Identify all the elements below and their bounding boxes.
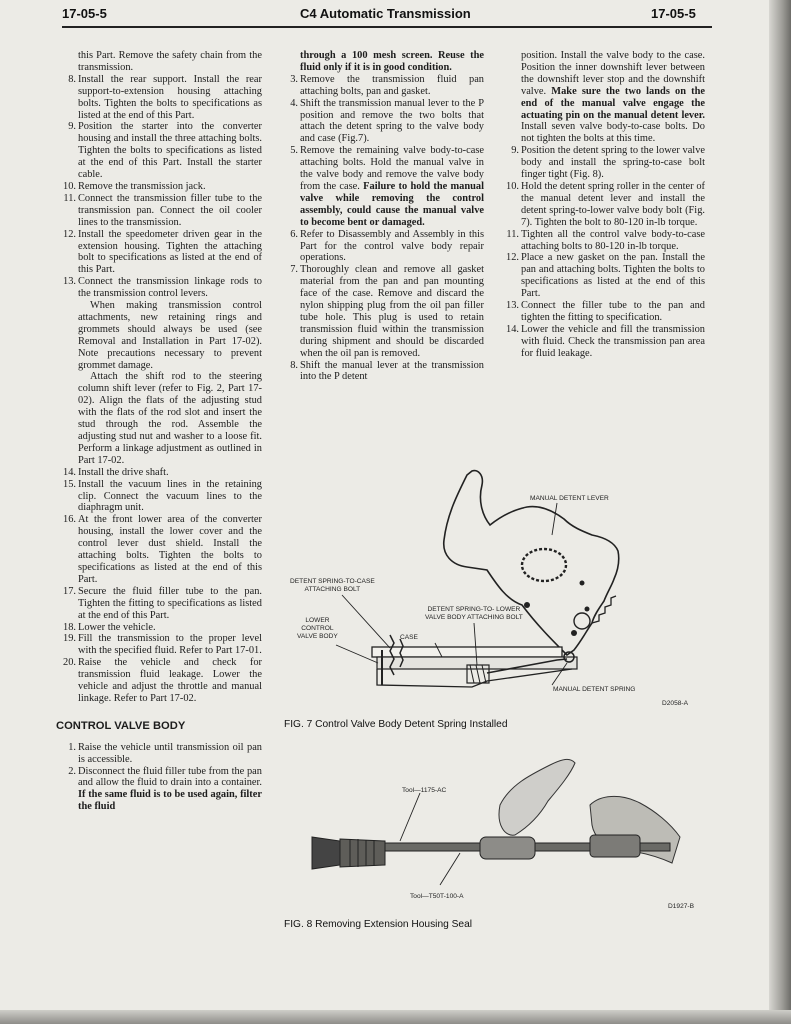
header-rule [62, 26, 712, 28]
list-item: 2. Disconnect the fluid filler tube from the pan and allow the fluid to drain into a container. If the same fluid is to be used again, filter the fluid [68, 765, 262, 813]
list-item: 8. Shift the manual lever at the transmission into the P detent [290, 359, 484, 383]
list-item: 13. Connect the filler tube to the pan and tighten the fitting to specification. [506, 300, 705, 323]
list-item: 9. Position the detent spring to the lower valve body and install the spring-to-case bolt finger tight (Fig. 8). [511, 145, 705, 181]
list-item: 9. Position the starter into the converter housing and install the three attaching bolts. Tighten the bolts to specifications as listed at the end of this Part. Install the starter cable. [68, 121, 262, 181]
label-case: CASE [400, 634, 418, 641]
lever-pin [524, 602, 530, 608]
page-number-left: 17-05-5 [62, 6, 107, 21]
list-item: 14. Lower the vehicle and fill the transmission with fluid. Check the transmission pan area for fluid leakage. [506, 323, 705, 359]
list-item: 8. Install the rear support. Install the rear support-to-extension housing attaching bolts. Tighten the bolts to specifications as listed at the end of this Part. [68, 73, 262, 121]
paragraph: this Part. Remove the safety chain from the transmission. [78, 50, 262, 73]
slide-hammer-handle [590, 835, 640, 857]
seal-remover-cone [312, 837, 340, 869]
figure-code: D1927-B [668, 903, 695, 910]
list-item: 20. Raise the vehicle and check for transmission fluid leakage. Lower the vehicle and adjust the throttle and manual linkage. Refer to Part 17-02. [63, 657, 262, 704]
page-bottom-edge [0, 1010, 791, 1024]
list-item: 14. Install the drive shaft. [63, 466, 169, 478]
paragraph: through a 100 mesh screen. Reuse the fluid only if it is in good condition. [300, 50, 484, 73]
leader-line [342, 595, 390, 648]
list-item: 16. At the front lower area of the converter housing, install the lower cover and the control lever dust shield. Install the attaching bolts. Tighten the bolts to specifications as listed at the end of this Part. [63, 514, 262, 585]
list-item: 15. Install the vacuum lines in the retaining clip. Connect the vacuum lines to the diaphragm unit. [63, 478, 262, 514]
list-item: 7. Thoroughly clean and remove all gasket material from the pan and pan mounting face of the case. Remove and discard the nylon shipping plug from the oil pan filler tube hole. This plug is used to retain transmission fluid within the transmission during shipment and should be discarded when the oil pan is removed. [290, 264, 484, 359]
list-item: 13. Connect the transmission linkage rods to the transmission control levers. [63, 276, 262, 300]
lever-rivet [580, 581, 585, 586]
leader-line [440, 853, 460, 885]
lever-rivet [571, 630, 577, 636]
column-2 [284, 50, 484, 383]
label-tool-1175-ac: Tool—1175-AC [402, 787, 447, 794]
list-item: 6. Refer to Disassembly and Assembly in this Part for the control valve body repair operations. [290, 228, 484, 264]
column-1 [56, 50, 262, 813]
paragraph: Attach the shift rod to the steering column shift lever (refer to Fig. 2, Part 17-02). Align the flats of the adjusting stud with the flats of the rod slot and insert the stud through the rod. Assemble the adjusting stud nut and washer to a loose fit. Perform a linkage adjustment as outlined in Part 17-02. [78, 371, 262, 466]
list-item: 3. Remove the transmission fluid pan attaching bolts, pan and gasket. [290, 73, 484, 97]
page-number-right: 17-05-5 [651, 6, 696, 21]
extension-housing-seal-illustration [300, 745, 700, 905]
list-item: 18. Lower the vehicle. [63, 621, 156, 633]
page-edge-shadow [769, 0, 791, 1024]
label-detent-spring-to-lower: DETENT SPRING-TO- LOWER VALVE BODY ATTACHING BOLT [425, 606, 523, 621]
list-item: 12. Place a new gasket on the pan. Install the pan and attaching bolts. Tighten the bolts to specifications as listed at the end of this Part. [506, 252, 705, 300]
label-tool-t50t-100-a: Tool—T50T-100-A [410, 893, 464, 900]
case-outline [377, 669, 572, 687]
leader-line [552, 503, 557, 535]
figure-7-caption: FIG. 7 Control Valve Body Detent Spring Installed [284, 719, 508, 730]
lever-shaft-hole [522, 549, 566, 581]
list-item: 12. Install the speedometer driven gear in the extension housing. Tighten the attaching bolt to specifications as listed at the end of this Part. [63, 228, 262, 276]
label-manual-detent-lever: MANUAL DETENT LEVER [530, 495, 609, 502]
figure-8-caption: FIG. 8 Removing Extension Housing Seal [284, 919, 472, 930]
slide-hammer-weight [480, 837, 535, 859]
list-item: 19. Fill the transmission to the proper level with the specified fluid. Refer to Part 17-01. [63, 633, 262, 657]
list-item: 1. Raise the vehicle until transmission oil pan is accessible. [68, 741, 262, 765]
column-3 [505, 50, 705, 360]
seal-remover-body [340, 839, 385, 867]
list-item: 17. Secure the fluid filler tube to the pan. Tighten the fitting to specifications as listed at the end of this Part. [63, 585, 262, 621]
paragraph: When making transmission control attachments, new retaining rings and grommets should always be used (see Removal and Installation in Part 17-02). Note precautions necessary to prevent grommet damage. [78, 300, 262, 371]
lever-rivet [585, 607, 590, 612]
list-item: 11. Tighten all the control valve body-to-case attaching bolts to 80-120 in-lb torque. [506, 228, 705, 252]
list-item: 10. Remove the transmission jack. [63, 180, 206, 192]
leader-line [400, 793, 420, 841]
list-item: 10. Hold the detent spring roller in the center of the manual detent lever and install the detent spring-to-lower valve body bolt (Fig. 7). Tighten the bolt to 80-120 in-lb torque. [506, 180, 705, 228]
section-heading: CONTROL VALVE BODY [56, 719, 186, 732]
label-detent-spring-to-case: DETENT SPRING-TO-CASE ATTACHING BOLT [290, 578, 375, 593]
label-manual-detent-spring: MANUAL DETENT SPRING [553, 686, 636, 693]
left-hand [499, 759, 575, 835]
figure-code: D2058-A [662, 700, 689, 707]
page-title: C4 Automatic Transmission [300, 6, 471, 21]
lever-hole [574, 613, 590, 629]
paragraph: position. Install the valve body to the case. Position the inner downshift lever between the downshift lever stop and the downshift valve. Make sure the two lands on the end of the manual valve engage the actuating pin on the manual detent lever. Install seven valve body-to-case bolts. Do not tighten the bolts at this time. [521, 50, 705, 145]
list-item: 4. Shift the transmission manual lever to the P position and remove the two bolts that attach the detent spring to the valve body and case (Fig.7). [290, 97, 484, 145]
list-item: 11. Connect the transmission filler tube to the transmission pan. Connect the oil cooler lines to the transmission. [63, 192, 262, 228]
list-item: 5. Remove the remaining valve body-to-case attaching bolts. Hold the manual valve in the valve body and remove the valve body from the case. Failure to hold the manual valve while removing the control assembly, could cause the manual valve to become bent or damaged. [290, 145, 484, 228]
label-lower-control-valve-body: LOWER CONTROL VALVE BODY [297, 617, 338, 640]
